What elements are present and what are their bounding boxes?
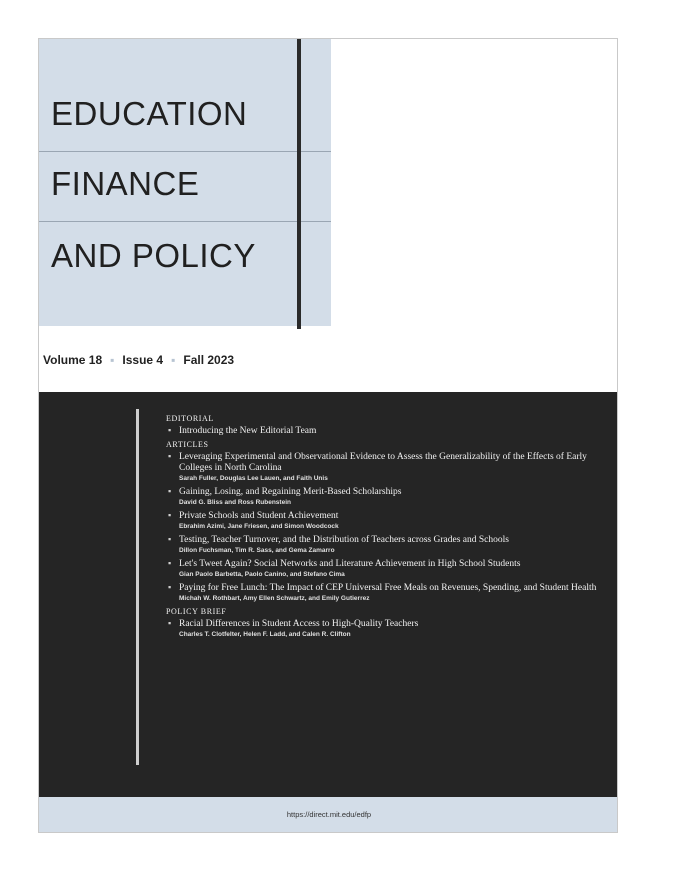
toc-item: [166, 511, 606, 532]
issue-info: [43, 353, 234, 367]
toc-item: [166, 426, 606, 437]
article-authors: Gian Paolo Barbetta, Paolo Canino, and Stefano Cima: [179, 571, 345, 578]
article-authors: Dillon Fuchsman, Tim R. Sass, and Gema Zamarro: [179, 547, 335, 554]
bullet-icon: ▪: [168, 425, 172, 435]
title-line-2: FINANCE: [51, 165, 200, 202]
article-authors: Sarah Fuller, Douglas Lee Lauen, and Faith Unis: [179, 475, 328, 482]
bullet-icon: ▪: [168, 582, 172, 592]
article-title: Paying for Free Lunch: The Impact of CEP Universal Free Meals on Revenues, Spending, and Student Health: [179, 583, 597, 593]
title-line-1: EDUCATION: [51, 95, 248, 132]
title-divider: [39, 221, 331, 222]
bullet-icon: ▪: [168, 451, 172, 461]
article-title: Gaining, Losing, and Regaining Merit-Based Scholarships: [179, 487, 402, 497]
season-label: Fall 2023: [183, 353, 235, 367]
section-heading-editorial: EDITORIAL: [166, 414, 214, 423]
article-title: Racial Differences in Student Access to High-Quality Teachers: [179, 619, 419, 629]
article-authors: Charles T. Clotfelter, Helen F. Ladd, and Calen R. Clifton: [179, 631, 351, 638]
volume-label: Volume 18: [43, 353, 103, 367]
journal-url[interactable]: https://direct.mit.edu/edfp: [286, 810, 372, 819]
article-authors: David G. Bliss and Ross Rubenstein: [179, 499, 291, 506]
toc-item: [166, 452, 606, 484]
article-title: Introducing the New Editorial Team: [179, 426, 317, 436]
toc-item: [166, 535, 606, 556]
article-title: Testing, Teacher Turnover, and the Distribution of Teachers across Grades and Schools: [179, 535, 509, 545]
article-authors: Ebrahim Azimi, Jane Friesen, and Simon Woodcock: [179, 523, 339, 530]
journal-cover: [38, 38, 618, 833]
title-vertical-bar: [297, 39, 301, 329]
contents-vertical-bar: [136, 409, 139, 765]
section-heading-policy-brief: POLICY BRIEF: [166, 607, 227, 616]
title-line-3: AND POLICY: [51, 237, 256, 274]
article-title: Private Schools and Student Achievement: [179, 511, 339, 521]
footer-band: [39, 797, 618, 833]
bullet-icon: ▪: [168, 618, 172, 628]
article-authors: Michah W. Rothbart, Amy Ellen Schwartz, and Emily Gutierrez: [179, 595, 370, 602]
toc-item: [166, 583, 606, 604]
bullet-icon: ▪: [168, 486, 172, 496]
section-heading-articles: ARTICLES: [166, 440, 209, 449]
separator-dot: ▪: [110, 353, 115, 367]
bullet-icon: ▪: [168, 558, 172, 568]
bullet-icon: ▪: [168, 534, 172, 544]
toc-item: [166, 619, 606, 640]
title-divider: [39, 151, 331, 152]
article-title: Let's Tweet Again? Social Networks and Literature Achievement in High School Students: [179, 559, 521, 569]
separator-dot: ▪: [171, 353, 176, 367]
issue-label: Issue 4: [122, 353, 164, 367]
toc-item: [166, 559, 606, 580]
table-of-contents: [166, 411, 606, 643]
bullet-icon: ▪: [168, 510, 172, 520]
toc-item: [166, 487, 606, 508]
title-block: [39, 39, 331, 326]
article-title: Leveraging Experimental and Observational Evidence to Assess the Generalizability of the Effects of Early Colleges in North Carolina: [179, 452, 587, 473]
